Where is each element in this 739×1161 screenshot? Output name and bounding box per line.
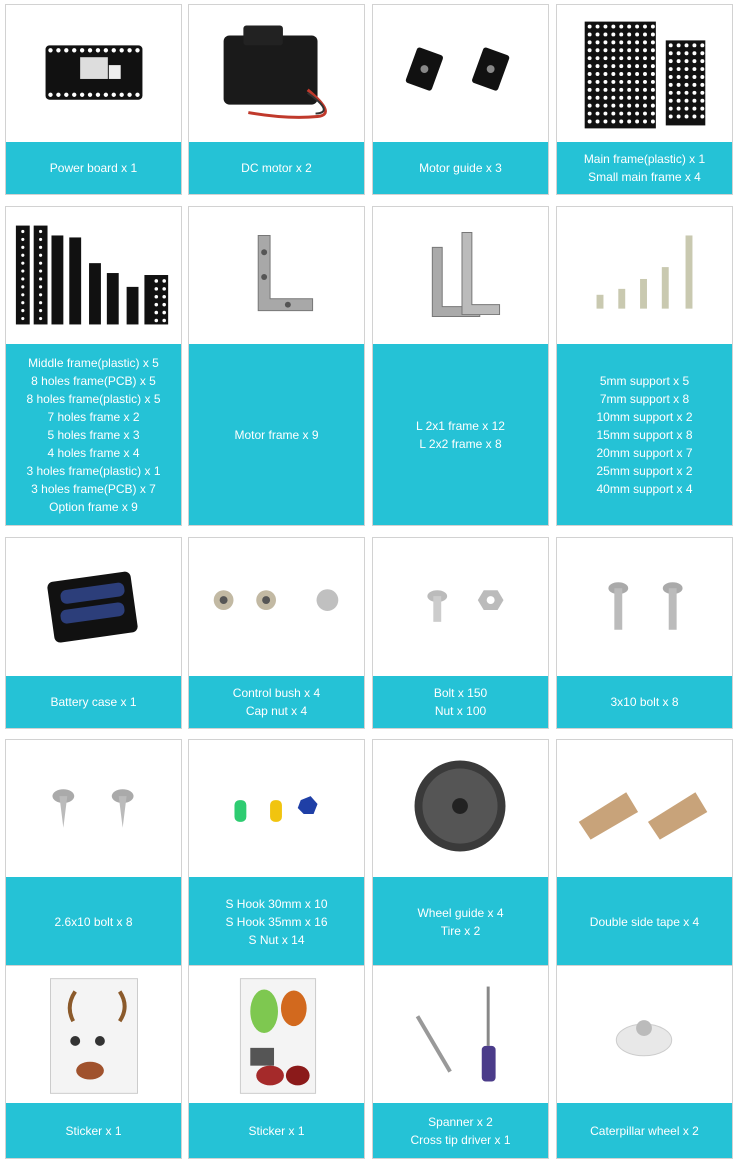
part-cell	[5, 206, 182, 526]
part-caption	[6, 877, 181, 966]
tools-icon	[373, 966, 548, 1105]
sticker-animal-icon	[189, 966, 364, 1105]
caption-line: Spanner x 2	[428, 1114, 493, 1129]
l-frame-icon	[373, 207, 548, 346]
part-cell	[5, 965, 182, 1159]
power-board-icon	[6, 5, 181, 144]
caption-line: 7mm support x 8	[599, 391, 690, 406]
part-cell	[188, 537, 365, 729]
caption-line: Bolt x 150	[433, 686, 488, 700]
caption-line: 10mm support x 2	[596, 409, 693, 424]
part-cell	[556, 739, 733, 967]
part-caption	[373, 1103, 548, 1158]
part-cell	[556, 965, 733, 1159]
support-icon	[557, 207, 732, 346]
sticker-face-icon	[6, 966, 181, 1105]
caption-line: Sticker x 1	[65, 1123, 122, 1138]
part-caption	[557, 877, 732, 966]
part-cell	[188, 4, 365, 195]
caption-line: 3 holes frame(PCB) x 7	[31, 481, 156, 496]
part-caption	[189, 142, 364, 194]
part-cell	[188, 739, 365, 967]
part-caption	[6, 344, 181, 525]
part-cell	[5, 4, 182, 195]
caption-line: Cross tip driver x 1	[410, 1132, 511, 1147]
wheel-icon	[373, 740, 548, 879]
caption-line: Option frame x 9	[49, 499, 138, 514]
caption-line: Main frame(plastic) x 1	[583, 152, 706, 166]
caption-line: Power board x 1	[49, 161, 138, 175]
caption-line: S Hook 35mm x 16	[225, 914, 328, 929]
bolt-nut-icon	[373, 538, 548, 678]
part-caption	[373, 142, 548, 194]
middle-frame-icon	[6, 207, 181, 346]
part-caption	[373, 877, 548, 966]
caption-line: Nut x 100	[434, 704, 487, 718]
caption-line: 4 holes frame x 4	[47, 445, 140, 460]
battery-case-icon	[6, 538, 181, 678]
part-caption	[189, 877, 364, 966]
part-cell	[188, 965, 365, 1159]
part-caption	[557, 142, 732, 194]
caption-line: 25mm support x 2	[596, 463, 693, 478]
caption-line: L 2x2 frame x 8	[419, 436, 502, 451]
caption-line: Tire x 2	[440, 923, 481, 938]
caption-line: 3 holes frame(plastic) x 1	[26, 463, 161, 478]
caption-line: 7 holes frame x 2	[47, 409, 140, 424]
bolt-3x10-icon	[557, 538, 732, 678]
part-cell	[556, 537, 733, 729]
part-caption	[189, 1103, 364, 1158]
bolt-2-6x10-icon	[6, 740, 181, 879]
motor-guide-icon	[373, 5, 548, 144]
part-caption	[6, 142, 181, 194]
part-cell	[556, 206, 733, 526]
caption-line: Cap nut x 4	[245, 704, 308, 718]
part-caption	[189, 676, 364, 728]
part-cell	[556, 4, 733, 195]
caption-line: 2.6x10 bolt x 8	[54, 914, 133, 929]
part-cell	[188, 206, 365, 526]
part-cell	[5, 739, 182, 967]
part-caption	[189, 344, 364, 525]
part-cell	[372, 537, 549, 729]
caption-line: 40mm support x 4	[596, 481, 693, 496]
caption-line: Sticker x 1	[248, 1123, 305, 1138]
caption-line: 15mm support x 8	[596, 427, 693, 442]
part-cell	[372, 4, 549, 195]
part-caption	[557, 1103, 732, 1158]
dc-motor-icon	[189, 5, 364, 144]
caption-line: 5mm support x 5	[599, 373, 690, 388]
caption-line: 5 holes frame x 3	[47, 427, 140, 442]
caption-line: DC motor x 2	[241, 161, 312, 175]
caption-line: Small main frame x 4	[588, 170, 701, 184]
part-cell	[372, 965, 549, 1159]
caption-line: 8 holes frame(plastic) x 5	[26, 391, 161, 406]
part-cell	[5, 537, 182, 729]
motor-frame-icon	[189, 207, 364, 346]
s-hook-icon	[189, 740, 364, 879]
caterpillar-wheel-icon	[557, 966, 732, 1105]
part-cell	[372, 739, 549, 967]
part-caption	[373, 344, 548, 525]
caption-line: 20mm support x 7	[596, 445, 693, 460]
part-caption	[6, 676, 181, 728]
caption-line: Middle frame(plastic) x 5	[28, 355, 159, 370]
part-caption	[557, 344, 732, 525]
part-caption	[373, 676, 548, 728]
caption-line: Control bush x 4	[232, 686, 321, 700]
caption-line: Motor frame x 9	[234, 427, 319, 442]
caption-line: Caterpillar wheel x 2	[590, 1123, 699, 1138]
part-caption	[6, 1103, 181, 1158]
part-cell	[372, 206, 549, 526]
tape-icon	[557, 740, 732, 879]
caption-line: Battery case x 1	[50, 695, 137, 709]
caption-line: S Hook 30mm x 10	[225, 896, 328, 911]
control-bush-icon	[189, 538, 364, 678]
caption-line: Motor guide x 3	[419, 161, 502, 175]
part-caption	[557, 676, 732, 728]
caption-line: Double side tape x 4	[589, 914, 700, 929]
caption-line: 8 holes frame(PCB) x 5	[31, 373, 156, 388]
caption-line: L 2x1 frame x 12	[416, 418, 505, 433]
caption-line: S Nut x 14	[248, 932, 305, 947]
caption-line: 3x10 bolt x 8	[610, 695, 679, 709]
main-frame-icon	[557, 5, 732, 144]
caption-line: Wheel guide x 4	[417, 905, 504, 920]
